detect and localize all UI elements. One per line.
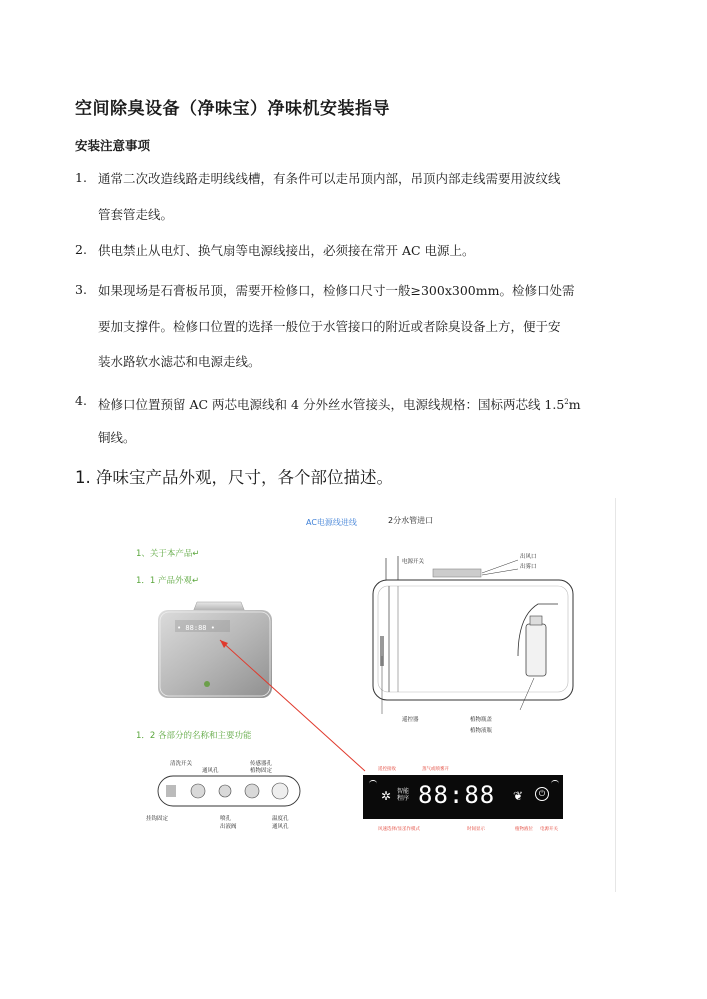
fan-icon: ✲ [381, 789, 392, 803]
leaf-icon: ❦ [513, 789, 524, 803]
label-remote: 遥控器 [402, 717, 419, 723]
note-4-line-1b: m [568, 397, 581, 413]
label-hook-fix: 挂钩固定 [146, 816, 169, 822]
product-figure [120, 496, 620, 894]
document-title: 空间除臭设备（净味宝）净味机安装指导 [75, 99, 390, 119]
panel-label-remote: 遥控接收 [378, 767, 396, 772]
panel-label-fan: 风速选择/显示 [378, 827, 407, 832]
note-2-line-1: 供电禁止从电灯、换气扇等电源线接出，必须接在常开 AC 电源上。 [98, 243, 475, 258]
red-arrow [210, 636, 370, 776]
note-3-line-1: 如果现场是石膏板吊顶，需要开检修口，检修口尺寸一般≥300x300mm。检修口处需 [98, 283, 575, 298]
note-2-number: 2. [75, 242, 87, 257]
notes-heading: 安装注意事项 [75, 138, 151, 153]
figure-title-appearance: 1．1 产品外观↵ [136, 576, 200, 586]
note-3-line-3: 装水路软水滤芯和电源走线。 [98, 354, 261, 369]
label-vent-2: 通风孔 [272, 824, 289, 830]
label-water-inlet: 2分水管进口 [388, 516, 434, 525]
power-icon: ⏻ [535, 787, 549, 801]
note-4-line-1 [98, 393, 581, 414]
figure-title-parts: 1．2 各部分的名称和主要功能 [136, 731, 252, 741]
label-sensor-hole: 传感器孔 [250, 761, 273, 767]
label-temp-hole: 温度孔 [272, 816, 289, 822]
note-1-line-1: 通常二次改造线路走明线线槽，有条件可以走吊顶内部，吊顶内部走线需要用波纹线 [98, 171, 561, 186]
product-display-text: • 88:88 • [177, 624, 215, 632]
time-display: 88:88 [418, 781, 496, 809]
note-1-number: 1. [75, 170, 87, 185]
side-view-diagram [368, 556, 578, 716]
label-plant-fixed: 植物固定 [250, 768, 273, 774]
note-4-number: 4. [75, 393, 87, 408]
note-4-superscript: 2 [564, 398, 569, 406]
smart-program-text: 智能 程序 [397, 788, 410, 802]
label-air-outlet: 出风口 [520, 554, 537, 560]
wifi-icon [551, 780, 559, 787]
section-heading: 1. 净味宝产品外观，尺寸，各个部位描述。 [75, 468, 393, 487]
note-4-line-2: 铜线。 [98, 430, 136, 445]
label-mist-outlet: 出雾口 [520, 564, 537, 570]
label-plant-liquid-bottle: 植物液瓶 [470, 728, 493, 734]
panel-label-power: 电源开关 [540, 827, 558, 832]
label-power-switch: 电源开关 [402, 559, 425, 565]
panel-label-mode: 工作模式 [402, 827, 420, 832]
label-vent-1: 通风孔 [202, 768, 219, 774]
note-4-line-1a: 检修口位置预留 AC 两芯电源线和 4 分外丝水管接头，电源线规格：国标两芯线 1.5 [98, 397, 565, 413]
figure-title-about: 1、关于本产品↵ [136, 549, 200, 559]
control-panel [363, 775, 563, 819]
panel-label-mist: 蒸气或喷雾开 [422, 767, 449, 772]
note-3-number: 3. [75, 282, 87, 297]
label-spray-hole: 喷孔 [220, 816, 232, 822]
label-ac-input: AC电源线进线 [306, 518, 357, 527]
label-clean-switch: 清洗开关 [170, 761, 193, 767]
note-3-line-2: 要加支撑件。检修口位置的选择一般位于水管接口的附近或者除臭设备上方，便于安 [98, 319, 561, 334]
label-plant-bottle-cap: 植物瓶盖 [470, 717, 493, 723]
remote-receive-icon [369, 780, 377, 787]
label-liquid-valve: 出液阀 [220, 824, 237, 830]
panel-label-time: 时间显示 [467, 827, 485, 832]
note-1-line-2: 管套管走线。 [98, 207, 174, 222]
panel-label-liquid: 植物液位 [515, 827, 533, 832]
